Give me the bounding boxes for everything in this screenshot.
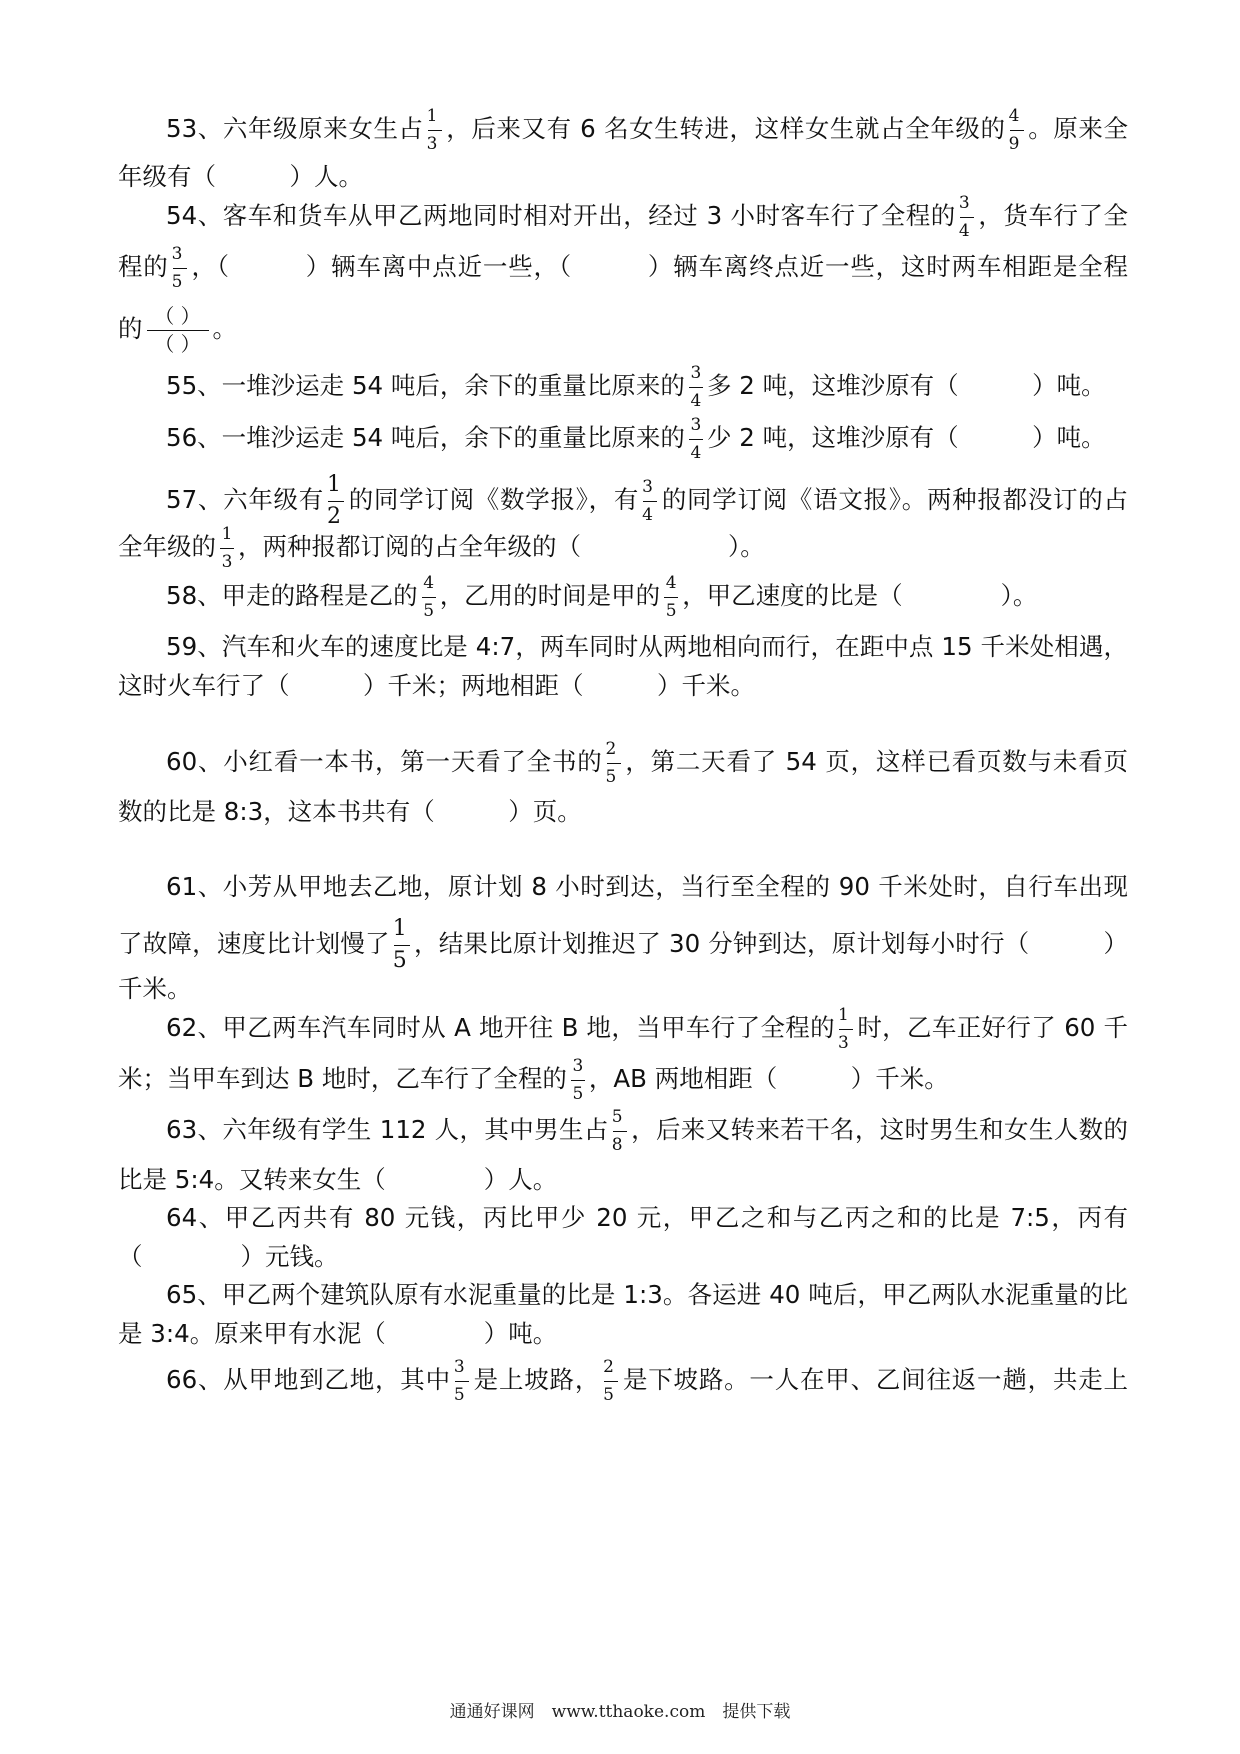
numerator: 1 <box>221 524 233 544</box>
text-segment: 了故障，速度比计划慢了 <box>118 929 390 958</box>
numerator: 5 <box>611 1107 623 1127</box>
text-segment: 55、一堆沙运走 54 吨后，余下的重量比原来的 <box>166 371 685 400</box>
numerator: 1 <box>327 472 341 497</box>
text-segment: ，后来又有 6 名女生转进，这样女生就占全年级的 <box>445 114 1006 143</box>
denominator: 4 <box>690 391 702 411</box>
fraction <box>327 472 345 530</box>
question-63-line-1 <box>166 1107 1129 1155</box>
fraction-bar <box>173 268 187 269</box>
fraction-bar <box>689 387 703 388</box>
text-segment: ，两种报都订阅的占全年级的（ ）。 <box>238 532 765 561</box>
fraction-bar <box>455 1381 469 1382</box>
text-segment: 的 <box>118 314 143 343</box>
question-61-line-3: 千米。 <box>118 974 192 1003</box>
text-segment: 是下坡路。一人在甲、乙间往返一趟，共走上 <box>622 1365 1128 1394</box>
question-54-line-1 <box>166 193 1128 241</box>
numerator: 4 <box>1008 106 1020 126</box>
fraction <box>172 244 188 292</box>
text-segment: 多 2 吨，这堆沙原有（ ）吨。 <box>706 371 1106 400</box>
text-segment: 。 <box>212 314 237 343</box>
text-segment: 少 2 吨，这堆沙原有（ ）吨。 <box>706 423 1106 452</box>
text-segment: 63、六年级有学生 112 人，其中男生占 <box>166 1115 609 1144</box>
denominator: 4 <box>958 221 970 241</box>
numerator: 3 <box>572 1056 584 1076</box>
question-65-line-1: 65、甲乙两个建筑队原有水泥重量的比是 1:3。各运进 40 吨后，甲乙两队水泥重量的比 <box>166 1280 1128 1309</box>
denominator: 5 <box>603 1385 614 1405</box>
numerator: 4 <box>665 573 677 593</box>
text-segment: 53、六年级原来女生占 <box>166 114 424 143</box>
fraction-bar <box>422 597 436 598</box>
page-footer: 通通好课网 www.tthaoke.com 提供下载 <box>449 1702 791 1722</box>
question-53-line-2: 年级有（ ）人。 <box>118 162 363 191</box>
question-59-line-2: 这时火车行了（ ）千米；两地相距（ ）千米。 <box>118 671 755 700</box>
question-64-line-2: （ ）元钱。 <box>118 1242 339 1271</box>
text-segment: ，第二天看了 54 页，这样已看页数与未看页 <box>624 747 1128 776</box>
question-61-line-2 <box>118 916 1129 973</box>
question-60-line-1 <box>166 739 1128 787</box>
denominator: 8 <box>611 1135 623 1155</box>
text-segment: 的同学订阅《语文报》。两种报都没订的占 <box>661 485 1128 514</box>
fraction <box>570 1056 586 1104</box>
question-54-line-3 <box>118 304 1128 356</box>
denominator: 9 <box>1008 134 1020 154</box>
fraction <box>688 363 704 411</box>
question-64-line-1: 64、甲乙丙共有 80 元钱，丙比甲少 20 元，甲乙之和与乙丙之和的比是 7:5，丙有 <box>166 1203 1128 1232</box>
fraction <box>642 477 658 525</box>
question-61-line-1: 61、小芳从甲地去乙地，原计划 8 小时到达，当行至全程的 90 千米处时，自行车出现 <box>166 872 1128 901</box>
text-segment: 时，乙车正好行了 60 千 <box>856 1013 1128 1042</box>
fraction <box>959 193 975 241</box>
text-segment: ，AB 两地相距（ ）千米。 <box>588 1064 949 1093</box>
fraction-bar <box>394 945 410 946</box>
fraction <box>663 573 679 621</box>
fraction-bar <box>960 217 974 218</box>
numerator: 3 <box>690 363 702 383</box>
denominator: 5 <box>171 272 183 292</box>
text-segment: ，货车行了全 <box>977 201 1128 230</box>
denominator: 5 <box>572 1084 584 1104</box>
fraction-bar <box>839 1029 853 1030</box>
numerator: 2 <box>605 739 617 759</box>
fraction-bar <box>428 130 442 131</box>
text-segment: 66、从甲地到乙地，其中 <box>166 1365 451 1394</box>
text-segment: 的同学订阅《数学报》，有 <box>348 485 640 514</box>
text-segment: ，结果比原计划推迟了 30 分钟到达，原计划每小时行（ ） <box>413 929 1129 958</box>
denominator: 3 <box>221 552 233 572</box>
text-segment: 60、小红看一本书，第一天看了全书的 <box>166 747 603 776</box>
denominator: 5 <box>453 1385 465 1405</box>
denominator: 5 <box>423 601 435 621</box>
fraction <box>427 106 443 154</box>
text-segment: 62、甲乙两车汽车同时从 A 地开往 B 地，当甲车行了全程的 <box>166 1013 835 1042</box>
fraction-bar <box>328 501 344 502</box>
fraction-bar <box>1010 130 1024 131</box>
fraction-bar <box>220 548 234 549</box>
fraction <box>393 916 411 974</box>
question-57-line-2 <box>118 524 1128 572</box>
fraction-bar <box>147 330 209 331</box>
fraction-bar <box>613 1131 627 1132</box>
denominator: 3 <box>426 134 438 154</box>
text-segment: ，（ ）辆车离中点近一些，（ ）辆车离终点近一些，这时两车相距是全程 <box>190 252 1128 281</box>
question-57-line-1 <box>166 472 1128 529</box>
denominator: 4 <box>690 443 702 463</box>
denominator: 4 <box>642 505 653 525</box>
numerator: 3 <box>171 244 183 264</box>
fraction <box>838 1005 854 1053</box>
fraction <box>454 1357 470 1405</box>
text-segment: ，乙用的时间是甲的 <box>439 581 661 610</box>
text-segment: 57、六年级有 <box>166 485 324 514</box>
fraction <box>421 573 437 621</box>
numerator: （ ） <box>154 304 201 328</box>
question-59-line-1: 59、汽车和火车的速度比是 4:7，两车同时从两地相向而行，在距中点 15 千米处相遇， <box>166 632 1128 661</box>
fraction-bar <box>604 1381 618 1382</box>
question-63-line-2: 比是 5:4。又转来女生（ ）人。 <box>118 1165 558 1194</box>
question-62-line-2 <box>118 1056 1128 1104</box>
denominator: 2 <box>327 504 341 529</box>
numerator: 3 <box>690 415 702 435</box>
denominator: 5 <box>665 601 677 621</box>
question-58 <box>166 573 1128 621</box>
numerator: 3 <box>453 1357 465 1377</box>
numerator: 1 <box>392 916 407 941</box>
fraction-bar <box>664 597 678 598</box>
question-65-line-2: 是 3:4。原来甲有水泥（ ）吨。 <box>118 1319 558 1348</box>
text-segment: 米；当甲车到达 B 地时，乙车行了全程的 <box>118 1064 567 1093</box>
text-segment: 是上坡路， <box>472 1365 601 1394</box>
denominator: 5 <box>605 767 617 787</box>
text-segment: 。原来全 <box>1027 114 1128 143</box>
numerator: 1 <box>837 1005 849 1025</box>
numerator: 3 <box>642 477 653 497</box>
fraction-bar <box>607 763 621 764</box>
text-segment: ，甲乙速度的比是（ ）。 <box>682 581 1038 610</box>
question-54-line-2 <box>118 244 1128 292</box>
text-segment: 程的 <box>118 252 169 281</box>
fraction <box>603 1357 619 1405</box>
fraction <box>1009 106 1025 154</box>
fraction <box>688 415 704 463</box>
denominator: 5 <box>392 948 407 973</box>
text-segment: 58、甲走的路程是乙的 <box>166 581 418 610</box>
text-segment: 全年级的 <box>118 532 216 561</box>
denominator: （ ） <box>154 332 201 356</box>
fraction <box>606 739 622 787</box>
denominator: 3 <box>837 1033 849 1053</box>
question-55 <box>166 363 1128 411</box>
blank-fraction <box>146 306 210 354</box>
fraction-bar <box>571 1080 585 1081</box>
question-66-line-1 <box>166 1357 1128 1405</box>
question-60-line-2: 数的比是 8:3，这本书共有（ ）页。 <box>118 797 582 826</box>
fraction <box>219 524 235 572</box>
question-53-line-1 <box>166 106 1128 154</box>
numerator: 1 <box>426 106 438 126</box>
question-62-line-1 <box>166 1005 1128 1053</box>
fraction-bar <box>643 501 657 502</box>
text-segment: ，后来又转来若干名，这时男生和女生人数的 <box>630 1115 1129 1144</box>
fraction-bar <box>689 439 703 440</box>
text-segment: 54、客车和货车从甲乙两地同时相对开出，经过 3 小时客车行了全程的 <box>166 201 956 230</box>
question-56 <box>166 415 1128 463</box>
text-segment: 56、一堆沙运走 54 吨后，余下的重量比原来的 <box>166 423 685 452</box>
numerator: 2 <box>603 1357 614 1377</box>
numerator: 4 <box>423 573 435 593</box>
fraction <box>612 1107 628 1155</box>
numerator: 3 <box>958 193 970 213</box>
